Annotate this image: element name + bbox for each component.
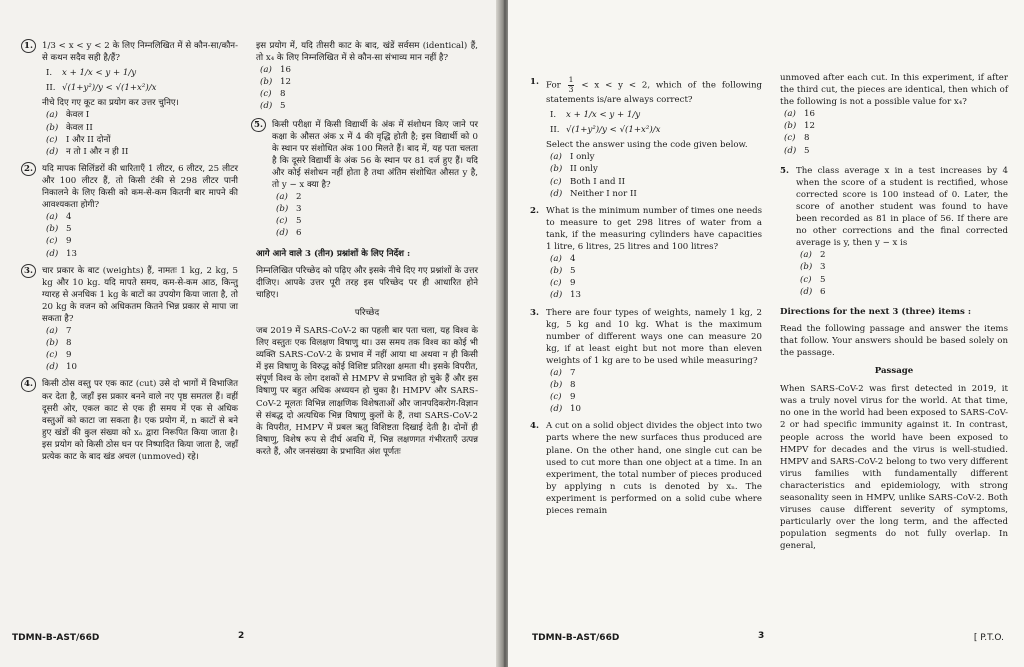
right-column-2 [780, 72, 1008, 558]
question-number: 2. [21, 162, 36, 176]
question-4 [530, 420, 762, 517]
option-d[interactable]: (d) 6 [276, 228, 302, 239]
question-number: 3. [530, 307, 539, 318]
option-a[interactable]: (a) I only [550, 152, 595, 163]
question-5-hindi [256, 119, 478, 240]
footer-code: TDMN-B-AST/66D [532, 633, 620, 643]
question-4-continued: unmoved after each cut. In this experiment, if after the third cut, the pieces are identical, then which of the following is not a possible value for x₄? [780, 73, 1008, 108]
question-stem: For $\frac{1}{3}$ < x < y < 2, which of the following statements is/are always correct? [546, 75, 763, 105]
question-1-hindi [26, 40, 238, 158]
passage-title: Passage [874, 366, 914, 377]
question-stem: The class average x in a test increases by 4 when the score of a student is rectified, whose corrected score is 100 instead of 0. Later, the score of another student was found to have been recorded as 81 in place of 56. If there are no other corrections and the final corrected average is y, then y − x is [796, 165, 1008, 249]
option-d[interactable]: (d) Neither I nor II [550, 188, 637, 199]
question-2-hindi [26, 163, 238, 260]
option-a[interactable]: (a) 16 [260, 65, 291, 76]
question-stem: 1/3 < x < y < 2 के लिए निम्नलिखित में से कौन-सा/कौन-से कथन सदैव सही है/हैं? [42, 41, 238, 64]
option-b[interactable]: (b) 5 [550, 266, 576, 277]
question-number: 2. [530, 205, 539, 216]
passage-text: जब 2019 में SARS-CoV-2 का पहली बार पता चला, यह विश्व के लिए वस्तुतः एक विलक्षण विषाणु था। उस समय तक विश्व का कोई भी व्यक्ति SARS-CoV-2 के प्रभाव में नहीं आया था अथवा न ही किसी में इस विषाणु के विरुद्ध कोई विशिष्ट प्रतिरक्षा क्षमता थी। इसके विपरीत, संपूर्ण विश्व के लोग दशकों से HMPV से प्रभावित हो चुके हैं और इस विषाणु पर बहुत अधिक अध्ययन हो चुका है। HMPV और SARS-CoV-2 मूलतः विभिन्न लाक्षणिक विशेषताओं और जानपदिकरोग-विज्ञान से संबद्ध दो अत्यधिक भिन्न विषाणु कुलों के हैं, तथा SARS-CoV-2 के विपरीत, HMPV में प्रबल ऋतु विशिष्टता दिखाई देती है। दोनों ही विषाणु, विशेष रूप से दीर्घ अवधि में, भिन्न लक्षणगत गंभीरताएँ उत्पन्न करते हैं, और जनसंख्या के प्रभावित अंश पूर्णतः [256, 325, 478, 457]
question-stem: किसी परीक्षा में किसी विद्यार्थी के अंक में संशोधन किए जाने पर कक्षा के औसत अंक x में 4 की वृद्धि होती है; इस विद्यार्थी को 0 के स्थान पर संशोधित अंक 100 मिलते हैं। बाद में, यह पता चलता है कि दूसरे विद्यार्थी के अंक 56 के स्थान पर 81 दर्ज हुए हैं। यदि और कोई संशोधन नहीं होता है तथा अंतिम संशोधित औसत y है, तो y − x क्या है? [272, 119, 478, 191]
option-a[interactable]: (a) 4 [550, 254, 576, 265]
question-number: 5. [780, 165, 789, 176]
passage-text: When SARS-CoV-2 was first detected in 2019, it was a truly novel virus for the world. At that time, no one in the world had been exposed to SARS-CoV-2 or had specific immunity against it. In contrast, people across the world have been exposed to HMPV for decades and the virus is well-studied. HMPV and SARS-CoV-2 belong to two very different virus families with fundamentally different characteristics and epidemiology, with strong seasonality seen in HMPV, unlike SARS-CoV-2. Both viruses cause different severity of symptoms, particularly over the long term, and the affected population segments do not fully overlap. In general, [780, 384, 1008, 552]
option-a[interactable]: (a) 4 [46, 212, 72, 223]
fraction-one-third: $\frac{1}{3}$ [568, 75, 574, 94]
option-d[interactable]: (d) 13 [46, 248, 77, 259]
question-number: 5. [251, 118, 266, 132]
option-c[interactable]: (c) 5 [800, 274, 826, 285]
option-d[interactable]: (d) 10 [550, 404, 581, 415]
question-number: 1. [21, 39, 36, 53]
option-a[interactable]: (a) 16 [784, 109, 815, 120]
question-3-hindi [26, 265, 238, 374]
condition-2: II. √(1+y²)/y < √(1+x²)/x [550, 125, 661, 136]
option-d[interactable]: (d) 5 [260, 101, 286, 112]
option-c[interactable]: (c) Both I and II [550, 176, 626, 187]
page-number: 3 [758, 631, 765, 641]
option-b[interactable]: (b) 8 [550, 380, 576, 391]
option-c[interactable]: (c) 9 [46, 350, 72, 361]
option-c[interactable]: (c) 5 [276, 216, 302, 227]
option-b[interactable]: (b) II only [550, 164, 598, 175]
question-number: 4. [21, 377, 36, 391]
question-3 [530, 307, 762, 416]
option-d[interactable]: (d) 10 [46, 362, 77, 373]
option-b[interactable]: (b) 5 [46, 224, 72, 235]
option-c[interactable]: (c) 8 [260, 89, 286, 100]
option-b[interactable]: (b) 12 [260, 77, 291, 88]
condition-1: I. x + 1/x < y + 1/y [46, 68, 137, 79]
passage-title: परिच्छेद [354, 307, 380, 318]
option-b[interactable]: (b) 3 [276, 204, 302, 215]
option-a[interactable]: (a) 2 [800, 250, 826, 261]
option-b[interactable]: (b) 8 [46, 338, 72, 349]
question-2 [530, 205, 762, 302]
question-5 [780, 165, 1008, 298]
directions-heading: Directions for the next 3 (three) items : [780, 306, 971, 317]
instruction: Select the answer using the code given below. [546, 140, 748, 151]
option-d[interactable]: (d) 5 [784, 145, 810, 156]
option-d[interactable]: (d) 13 [550, 290, 581, 301]
option-b[interactable]: (b) केवल II [46, 122, 93, 133]
pto-label: [ P.T.O. [973, 633, 1004, 643]
option-a[interactable]: (a) केवल I [46, 110, 90, 121]
question-number: 4. [530, 421, 539, 432]
directions-text: निम्नलिखित परिच्छेद को पढ़िए और इसके नीचे दिए गए प्रश्नांशों के उत्तर दीजिए। आपके उत्तर पूरी तरह इस परिच्छेद पर ही आधारित होने चाहिए। [256, 265, 478, 300]
footer-code: TDMN-B-AST/66D [12, 633, 100, 643]
directions-text: Read the following passage and answer the items that follow. Your answers should be based solely on the passage. [780, 323, 1008, 358]
option-c[interactable]: (c) 9 [550, 392, 576, 403]
instruction: नीचे दिए गए कूट का प्रयोग कर उत्तर चुनिए। [42, 98, 179, 109]
question-stem: यदि मापक सिलिंडरों की धारिताएँ 1 लीटर, 6 लीटर, 25 लीटर और 100 लीटर हैं, तो किसी टंकी से 298 लीटर पानी निकालने के लिए किसी को कम-से-कम कितनी बार मापने की आवश्यकता होगी? [42, 163, 238, 211]
question-number: 3. [21, 264, 36, 278]
question-stem: किसी ठोस वस्तु पर एक काट (cut) उसे दो भागों में विभाजित कर देता है, जहाँ इस प्रकार बनने वाले नए पृष्ठ समतल हैं। वहीं दूसरी ओर, एकल काट से एक ही समय में एक से अधिक वस्तुओं को काटा जा सकता है। एक प्रयोग में, n काटों से बने हुए खंडों की कुल संख्या को xₙ द्वारा निरूपित किया जाता है। इस प्रयोग को किसी ठोस घन पर निष्पादित किया जाता है, जहाँ प्रत्येक काट के बाद खंड अचल (unmoved) रहे। [42, 379, 238, 462]
left-column-2 [256, 40, 478, 464]
question-stem: What is the minimum number of times one needs to measure to get 298 litres of water from a tank, if the measuring cylinders have capacities 1 litre, 6 litres, 25 litres and 100 litres? [546, 205, 762, 253]
question-stem: There are four types of weights, namely 1 kg, 2 kg, 5 kg and 10 kg. What is the maximum number of different ways one can measure 20 kg, if at least eight but not more than eleven weights of 1 kg are to be used while measuring? [546, 307, 762, 366]
option-a[interactable]: (a) 7 [550, 367, 576, 378]
right-page [508, 0, 1024, 667]
option-b[interactable]: (b) 12 [784, 121, 815, 132]
right-column-1 [530, 76, 762, 522]
option-d[interactable]: (d) न तो I और न ही II [46, 146, 129, 157]
option-d[interactable]: (d) 6 [800, 286, 826, 297]
option-a[interactable]: (a) 7 [46, 326, 72, 337]
page-number: 2 [238, 631, 245, 641]
question-4-continued: इस प्रयोग में, यदि तीसरी काट के बाद, खंडें सर्वसम (identical) हैं, तो x₄ के लिए निम्नलिखित में से कौन-सा संभाव्य मान नहीं है? [256, 41, 478, 64]
condition-2: II. √(1+y²)/y < √(1+x²)/x [46, 83, 157, 94]
question-1 [530, 76, 762, 200]
left-page [0, 0, 500, 667]
question-4-hindi [26, 378, 238, 463]
condition-1: I. x + 1/x < y + 1/y [550, 110, 641, 121]
question-stem: A cut on a solid object divides the object into two parts where the new surfaces thus produced are plane. On the other hand, one single cut can be used to cut more than one object at a time. In an experiment, the total number of pieces produced by applying n cuts is denoted by xₙ. The experiment is performed on a solid cube where pieces remain [546, 421, 762, 516]
question-number: 1. [530, 77, 539, 87]
question-stem: चार प्रकार के बाट (weights) हैं, नामतः 1 kg, 2 kg, 5 kg और 10 kg. यदि मापते समय, कम-से-कम आठ, किन्तु ग्यारह से अनधिक 1 kg के बाटों का उपयोग किया जाता है, तो 20 kg के वजन को अधिकतम कितने भिन्न प्रकार से मापा जा सकता है? [42, 265, 238, 324]
option-c[interactable]: (c) I और II दोनों [46, 134, 111, 145]
option-c[interactable]: (c) 9 [46, 236, 72, 247]
directions-heading: आगे आने वाले 3 (तीन) प्रश्नांशों के लिए निर्देश : [256, 248, 411, 259]
option-c[interactable]: (c) 9 [550, 278, 576, 289]
option-c[interactable]: (c) 8 [784, 133, 810, 144]
left-column-1 [26, 40, 238, 468]
option-a[interactable]: (a) 2 [276, 192, 302, 203]
option-b[interactable]: (b) 3 [800, 262, 826, 273]
